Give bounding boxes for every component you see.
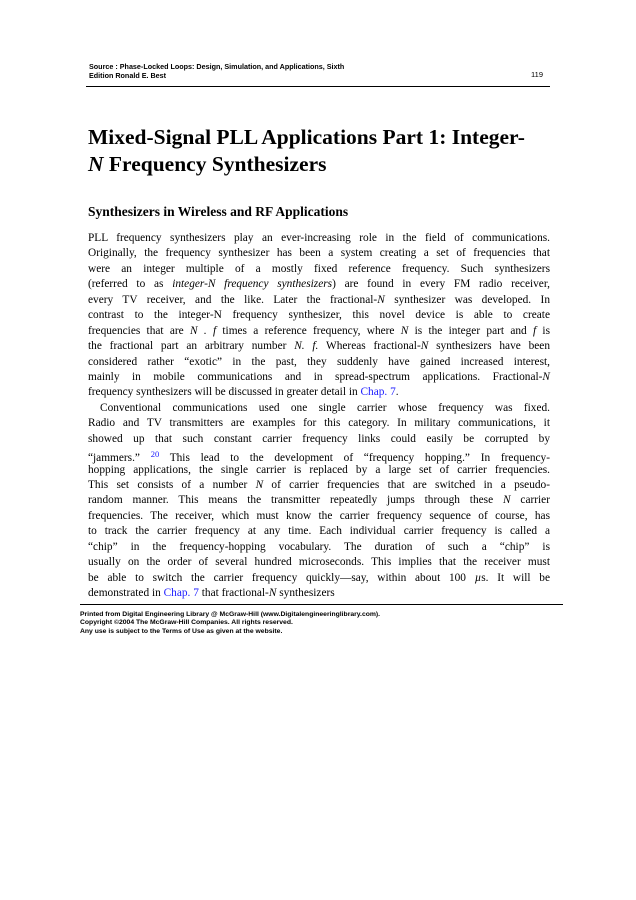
body-line: This set consists of a number N of carrier frequencies that are switched in a pseudo- [88, 479, 550, 491]
body-line: Radio and TV transmitters are examples for this category. In military communications, it [88, 417, 550, 430]
footer-line-2: Copyright ©2004 The McGraw-Hill Companies. All rights reserved. [80, 619, 293, 627]
footnote-ref-20[interactable]: 20 [150, 449, 160, 460]
footer-rule [80, 604, 563, 605]
body-line: frequencies that are N . f times a reference frequency, where N is the integer part and f is [88, 324, 550, 337]
body-line: mainly in mobile communications and in spread-spectrum applications. Fractional-N [88, 370, 550, 383]
body-line: usually on the order of several hundred microseconds. This implies that the receiver must [88, 556, 550, 569]
body-line: contrast to the integer-N frequency synthesizer, this novel device is able to create [88, 309, 550, 322]
body-line: Conventional communications used one single carrier whose frequency was fixed. [100, 401, 550, 414]
body-line: demonstrated in Chap. 7 that fractional-N synthesizers [88, 587, 335, 600]
body-text [88, 231, 550, 602]
chapter-title-n: N [88, 152, 104, 176]
body-line: “chip” in the frequency-hopping vocabulary. The duration of such a “chip” is [88, 540, 550, 553]
footer-line-1: Printed from Digital Engineering Library @ McGraw-Hill (www.Digitalengineeringlibrary.com). [80, 611, 381, 618]
body-line: every TV receiver, and the like. Later the fractional-N synthesizer was developed. In [88, 293, 550, 306]
section-title: Synthesizers in Wireless and RF Applications [88, 204, 349, 219]
body-line: considered rather “exotic” in the past, they suddenly have gained increased interest, [88, 355, 550, 368]
header-rule [86, 86, 550, 87]
chapter-title [88, 124, 558, 178]
page-number: 119 [531, 70, 543, 79]
body-line: “jammers.” $^{20}$ This lead to the development of “frequency hopping.” In frequency- [88, 449, 550, 465]
copyright-footer [80, 611, 380, 636]
body-line: random manner. This means the transmitter repeatedly jumps through these N carrier [88, 494, 550, 507]
body-line: frequency synthesizers will be discussed in greater detail in Chap. 7. [88, 386, 399, 399]
source-line-2: Edition Ronald E. Best [89, 71, 167, 80]
body-line: were an integer multiple of a mostly fixed reference frequency. Such synthesizers [88, 262, 550, 275]
chap7-link[interactable]: Chap. 7 [163, 587, 199, 600]
chap7-link[interactable]: Chap. 7 [360, 386, 396, 399]
body-line: (referred to as integer-N frequency synthesizers) are found in every FM radio receiver, [88, 278, 551, 291]
chapter-title-part3: Frequency Synthesizers [103, 152, 327, 176]
chapter-title-part1: Mixed-Signal PLL Applications Part 1: Integer- [88, 125, 525, 149]
footer-line-3: Any use is subject to the Terms of Use as given at the website. [80, 627, 283, 635]
body-line: hopping applications, the single carrier is replaced by a large set of carrier frequencies. [88, 463, 550, 476]
body-line: showed up that such constant carrier frequency links could easily be corrupted by [88, 432, 550, 445]
body-line: PLL frequency synthesizers play an ever-increasing role in the field of communications. [88, 232, 550, 244]
body-line: the fractional part an arbitrary number N. f. Whereas fractional-N synthesizers have been [88, 340, 550, 353]
body-line: be able to switch the carrier frequency quickly—say, within about 100 µs. It will be [88, 571, 550, 584]
body-line: Originally, the frequency synthesizer has been a system creating a set of frequencies that [88, 247, 550, 260]
body-line: frequencies. The receiver, which must know the carrier frequency sequence of course, has [88, 509, 550, 522]
source-header [89, 62, 549, 80]
body-line: to track the carrier frequency at any time. Each individual carrier frequency is called a [88, 525, 550, 538]
source-line-1: Source : Phase-Locked Loops: Design, Simulation, and Applications, Sixth [89, 62, 345, 71]
